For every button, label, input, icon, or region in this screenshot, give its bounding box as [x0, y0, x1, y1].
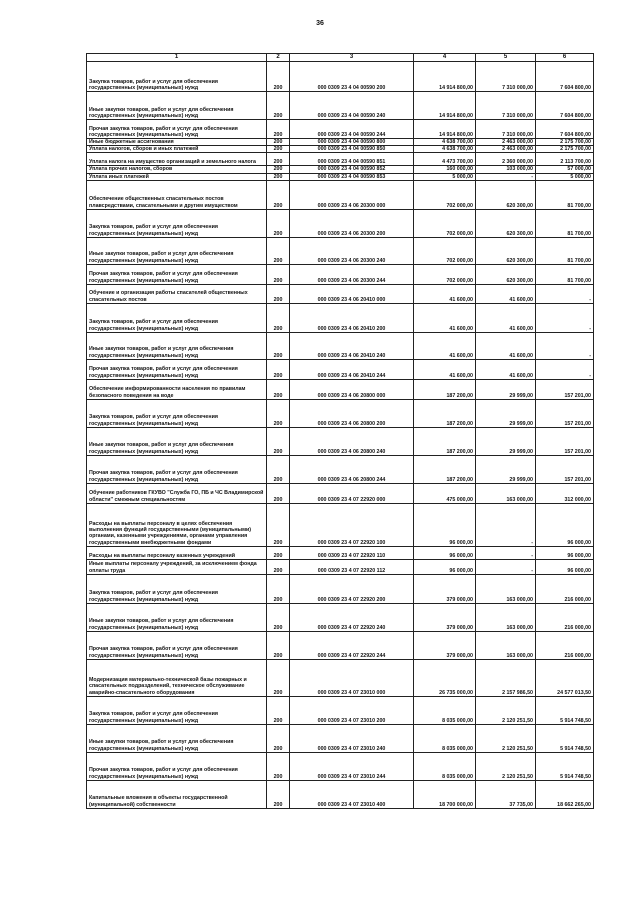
- row-approved-amount-cell: 96 000,00: [414, 559, 476, 574]
- row-line-code-cell: 200: [267, 359, 290, 379]
- row-name-cell: Иные выплаты персоналу учреждений, за исключением фонда оплаты труда: [87, 559, 267, 574]
- row-budget-code-cell: 000 0309 23 4 04 00590 852: [290, 166, 414, 173]
- row-remaining-amount-cell: 81 700,00: [536, 180, 594, 209]
- row-budget-code-cell: 000 0309 23 4 04 00590 240: [290, 92, 414, 120]
- row-budget-code-cell: 000 0309 23 4 06 20300 244: [290, 264, 414, 284]
- row-approved-amount-cell: 187 200,00: [414, 379, 476, 399]
- row-approved-amount-cell: 14 914 800,00: [414, 120, 476, 139]
- row-name-cell: Уплата иных платежей: [87, 173, 267, 180]
- row-budget-code-cell: 000 0309 23 4 06 20800 240: [290, 427, 414, 455]
- row-budget-code-cell: 000 0309 23 4 07 22920 200: [290, 574, 414, 603]
- row-approved-amount-cell: 96 000,00: [414, 503, 476, 546]
- row-name-cell: Обеспечение информированности населения по правилам безопасного поведения на воде: [87, 379, 267, 399]
- row-approved-amount-cell: 96 000,00: [414, 546, 476, 559]
- row-line-code-cell: 200: [267, 209, 290, 237]
- row-approved-amount-cell: 14 914 800,00: [414, 62, 476, 92]
- table-row: [87, 724, 594, 752]
- row-executed-amount-cell: 29 999,00: [476, 427, 536, 455]
- row-line-code-cell: 200: [267, 574, 290, 603]
- row-name-cell: Расходы на выплаты персоналу в целях обеспечения выполнения функций государственными (муниципальными) органами, казенными учреждениями, органами управления государственными внебюджетными фондами: [87, 503, 267, 546]
- row-name-cell: Закупка товаров, работ и услуг для обеспечения государственных (муниципальных) нужд: [87, 303, 267, 332]
- row-remaining-amount-cell: 96 000,00: [536, 503, 594, 546]
- table-row: [87, 62, 594, 92]
- row-approved-amount-cell: 8 035 000,00: [414, 752, 476, 780]
- row-approved-amount-cell: 4 638 700,00: [414, 139, 476, 146]
- row-executed-amount-cell: 41 600,00: [476, 303, 536, 332]
- table-row: [87, 483, 594, 503]
- row-executed-amount-cell: 2 120 251,50: [476, 696, 536, 724]
- row-name-cell: Уплата прочих налогов, сборов: [87, 166, 267, 173]
- row-executed-amount-cell: -: [476, 546, 536, 559]
- row-remaining-amount-cell: 81 700,00: [536, 209, 594, 237]
- row-remaining-amount-cell: 81 700,00: [536, 237, 594, 264]
- row-approved-amount-cell: 41 600,00: [414, 284, 476, 303]
- row-remaining-amount-cell: -: [536, 359, 594, 379]
- row-remaining-amount-cell: 157 201,00: [536, 455, 594, 483]
- row-line-code-cell: 200: [267, 146, 290, 153]
- row-remaining-amount-cell: 57 000,00: [536, 166, 594, 173]
- row-name-cell: Прочая закупка товаров, работ и услуг для обеспечения государственных (муниципальных) нужд: [87, 631, 267, 659]
- row-approved-amount-cell: 702 000,00: [414, 237, 476, 264]
- header-col-4: 4: [414, 54, 476, 62]
- row-budget-code-cell: 000 0309 23 4 04 00590 850: [290, 146, 414, 153]
- row-executed-amount-cell: 41 600,00: [476, 359, 536, 379]
- row-remaining-amount-cell: 5 914 748,50: [536, 752, 594, 780]
- budget-table: [86, 53, 594, 809]
- row-approved-amount-cell: 702 000,00: [414, 264, 476, 284]
- table-row: [87, 284, 594, 303]
- table-row: [87, 166, 594, 173]
- row-remaining-amount-cell: 96 000,00: [536, 546, 594, 559]
- row-line-code-cell: 200: [267, 455, 290, 483]
- table-row: [87, 631, 594, 659]
- row-approved-amount-cell: 475 000,00: [414, 483, 476, 503]
- row-remaining-amount-cell: 5 000,00: [536, 173, 594, 180]
- row-executed-amount-cell: 41 600,00: [476, 332, 536, 359]
- row-remaining-amount-cell: 216 000,00: [536, 631, 594, 659]
- row-approved-amount-cell: 41 600,00: [414, 332, 476, 359]
- row-line-code-cell: 200: [267, 180, 290, 209]
- row-approved-amount-cell: 8 035 000,00: [414, 724, 476, 752]
- row-executed-amount-cell: 2 120 251,50: [476, 724, 536, 752]
- row-remaining-amount-cell: -: [536, 332, 594, 359]
- row-budget-code-cell: 000 0309 23 4 04 00590 200: [290, 62, 414, 92]
- row-executed-amount-cell: 29 999,00: [476, 455, 536, 483]
- header-col-2: 2: [267, 54, 290, 62]
- row-remaining-amount-cell: 81 700,00: [536, 264, 594, 284]
- row-budget-code-cell: 000 0309 23 4 06 20410 000: [290, 284, 414, 303]
- row-executed-amount-cell: 163 000,00: [476, 603, 536, 631]
- row-remaining-amount-cell: 24 577 013,50: [536, 659, 594, 696]
- row-remaining-amount-cell: 7 604 800,00: [536, 62, 594, 92]
- row-remaining-amount-cell: 2 175 700,00: [536, 139, 594, 146]
- row-name-cell: Прочая закупка товаров, работ и услуг для обеспечения государственных (муниципальных) нужд: [87, 752, 267, 780]
- table-row: [87, 237, 594, 264]
- row-approved-amount-cell: 160 000,00: [414, 166, 476, 173]
- row-line-code-cell: 200: [267, 332, 290, 359]
- table-row: [87, 752, 594, 780]
- row-executed-amount-cell: 2 157 986,50: [476, 659, 536, 696]
- row-name-cell: Закупка товаров, работ и услуг для обеспечения государственных (муниципальных) нужд: [87, 696, 267, 724]
- row-budget-code-cell: 000 0309 23 4 04 00590 800: [290, 139, 414, 146]
- row-remaining-amount-cell: -: [536, 284, 594, 303]
- row-budget-code-cell: 000 0309 23 4 07 23010 244: [290, 752, 414, 780]
- row-executed-amount-cell: 163 000,00: [476, 574, 536, 603]
- row-approved-amount-cell: 4 638 700,00: [414, 146, 476, 153]
- row-line-code-cell: 200: [267, 303, 290, 332]
- row-executed-amount-cell: 29 999,00: [476, 379, 536, 399]
- row-budget-code-cell: 000 0309 23 4 06 20410 200: [290, 303, 414, 332]
- row-budget-code-cell: 000 0309 23 4 04 00590 244: [290, 120, 414, 139]
- table-row: [87, 455, 594, 483]
- row-name-cell: Иные закупки товаров, работ и услуг для обеспечения государственных (муниципальных) нужд: [87, 724, 267, 752]
- row-remaining-amount-cell: 7 604 800,00: [536, 120, 594, 139]
- row-line-code-cell: 200: [267, 631, 290, 659]
- row-executed-amount-cell: -: [476, 173, 536, 180]
- row-executed-amount-cell: 620 300,00: [476, 264, 536, 284]
- row-line-code-cell: 200: [267, 603, 290, 631]
- row-budget-code-cell: 000 0309 23 4 06 20800 200: [290, 399, 414, 427]
- table-row: [87, 503, 594, 546]
- row-name-cell: Прочая закупка товаров, работ и услуг для обеспечения государственных (муниципальных) нужд: [87, 264, 267, 284]
- row-remaining-amount-cell: 5 914 748,50: [536, 696, 594, 724]
- row-line-code-cell: 200: [267, 237, 290, 264]
- row-name-cell: Прочая закупка товаров, работ и услуг для обеспечения государственных (муниципальных) нужд: [87, 359, 267, 379]
- row-line-code-cell: 200: [267, 659, 290, 696]
- row-remaining-amount-cell: 216 000,00: [536, 603, 594, 631]
- row-executed-amount-cell: 163 000,00: [476, 631, 536, 659]
- row-executed-amount-cell: 7 310 000,00: [476, 92, 536, 120]
- row-approved-amount-cell: 702 000,00: [414, 180, 476, 209]
- row-name-cell: Модернизация материально-технической базы пожарных и спасательных подразделений, техническое обслуживание аварийно-спасательного оборудования: [87, 659, 267, 696]
- row-approved-amount-cell: 187 200,00: [414, 399, 476, 427]
- row-name-cell: Капитальные вложения в объекты государственной (муниципальной) собственности: [87, 780, 267, 808]
- row-line-code-cell: 200: [267, 120, 290, 139]
- table-row: [87, 574, 594, 603]
- row-name-cell: Уплата налога на имущество организаций и земельного налога: [87, 153, 267, 166]
- row-name-cell: Закупка товаров, работ и услуг для обеспечения государственных (муниципальных) нужд: [87, 574, 267, 603]
- row-executed-amount-cell: -: [476, 503, 536, 546]
- row-executed-amount-cell: 29 999,00: [476, 399, 536, 427]
- row-approved-amount-cell: 4 473 700,00: [414, 153, 476, 166]
- row-budget-code-cell: 000 0309 23 4 07 23010 240: [290, 724, 414, 752]
- row-budget-code-cell: 000 0309 23 4 07 22920 100: [290, 503, 414, 546]
- table-row: [87, 146, 594, 153]
- table-row: [87, 264, 594, 284]
- row-executed-amount-cell: 620 300,00: [476, 180, 536, 209]
- row-budget-code-cell: 000 0309 23 4 06 20300 200: [290, 209, 414, 237]
- row-budget-code-cell: 000 0309 23 4 07 22920 112: [290, 559, 414, 574]
- table-row: [87, 209, 594, 237]
- row-line-code-cell: 200: [267, 62, 290, 92]
- row-budget-code-cell: 000 0309 23 4 07 23010 400: [290, 780, 414, 808]
- table-row: [87, 120, 594, 139]
- header-col-6: 6: [536, 54, 594, 62]
- header-col-5: 5: [476, 54, 536, 62]
- row-remaining-amount-cell: -: [536, 303, 594, 332]
- page-number: 36: [316, 20, 324, 27]
- header-col-3: 3: [290, 54, 414, 62]
- row-line-code-cell: 200: [267, 284, 290, 303]
- row-line-code-cell: 200: [267, 503, 290, 546]
- row-remaining-amount-cell: 2 175 700,00: [536, 146, 594, 153]
- row-line-code-cell: 200: [267, 696, 290, 724]
- row-executed-amount-cell: 2 360 000,00: [476, 153, 536, 166]
- row-remaining-amount-cell: 216 000,00: [536, 574, 594, 603]
- row-name-cell: Закупка товаров, работ и услуг для обеспечения государственных (муниципальных) нужд: [87, 399, 267, 427]
- row-executed-amount-cell: 7 310 000,00: [476, 120, 536, 139]
- row-line-code-cell: 200: [267, 559, 290, 574]
- row-approved-amount-cell: 379 000,00: [414, 574, 476, 603]
- row-remaining-amount-cell: 96 000,00: [536, 559, 594, 574]
- row-approved-amount-cell: 41 600,00: [414, 359, 476, 379]
- table-row: [87, 427, 594, 455]
- row-budget-code-cell: 000 0309 23 4 06 20300 000: [290, 180, 414, 209]
- row-executed-amount-cell: 2 463 000,00: [476, 139, 536, 146]
- row-approved-amount-cell: 26 735 000,00: [414, 659, 476, 696]
- row-remaining-amount-cell: 157 201,00: [536, 399, 594, 427]
- row-approved-amount-cell: 41 600,00: [414, 303, 476, 332]
- row-line-code-cell: 200: [267, 780, 290, 808]
- row-name-cell: Закупка товаров, работ и услуг для обеспечения государственных (муниципальных) нужд: [87, 209, 267, 237]
- row-line-code-cell: 200: [267, 752, 290, 780]
- table-row: [87, 173, 594, 180]
- row-name-cell: Обеспечение общественных спасательных постов плавсредствами, спасательными и другим имуществом: [87, 180, 267, 209]
- table-row: [87, 180, 594, 209]
- table-row: [87, 359, 594, 379]
- row-approved-amount-cell: 187 200,00: [414, 455, 476, 483]
- table-header-row: [87, 54, 594, 62]
- row-line-code-cell: 200: [267, 546, 290, 559]
- row-approved-amount-cell: 18 700 000,00: [414, 780, 476, 808]
- table-row: [87, 559, 594, 574]
- row-name-cell: Закупка товаров, работ и услуг для обеспечения государственных (муниципальных) нужд: [87, 62, 267, 92]
- row-name-cell: Обучение и организация работы спасателей общественных спасательных постов: [87, 284, 267, 303]
- table-row: [87, 546, 594, 559]
- row-remaining-amount-cell: 312 000,00: [536, 483, 594, 503]
- row-remaining-amount-cell: 7 604 800,00: [536, 92, 594, 120]
- row-remaining-amount-cell: 18 662 265,00: [536, 780, 594, 808]
- row-executed-amount-cell: 620 300,00: [476, 209, 536, 237]
- row-approved-amount-cell: 14 914 800,00: [414, 92, 476, 120]
- row-budget-code-cell: 000 0309 23 4 06 20800 000: [290, 379, 414, 399]
- row-approved-amount-cell: 5 000,00: [414, 173, 476, 180]
- row-executed-amount-cell: 2 120 251,50: [476, 752, 536, 780]
- row-remaining-amount-cell: 2 113 700,00: [536, 153, 594, 166]
- row-line-code-cell: 200: [267, 399, 290, 427]
- table-row: [87, 659, 594, 696]
- row-budget-code-cell: 000 0309 23 4 07 23010 000: [290, 659, 414, 696]
- row-name-cell: Иные бюджетные ассигнования: [87, 139, 267, 146]
- table-row: [87, 399, 594, 427]
- row-budget-code-cell: 000 0309 23 4 07 22920 244: [290, 631, 414, 659]
- row-approved-amount-cell: 379 000,00: [414, 631, 476, 659]
- row-name-cell: Прочая закупка товаров, работ и услуг для обеспечения государственных (муниципальных) нужд: [87, 120, 267, 139]
- row-budget-code-cell: 000 0309 23 4 07 22920 000: [290, 483, 414, 503]
- row-name-cell: Иные закупки товаров, работ и услуг для обеспечения государственных (муниципальных) нужд: [87, 427, 267, 455]
- row-remaining-amount-cell: 157 201,00: [536, 379, 594, 399]
- row-executed-amount-cell: 163 000,00: [476, 483, 536, 503]
- header-col-1: 1: [87, 54, 267, 62]
- table-row: [87, 153, 594, 166]
- table-row: [87, 603, 594, 631]
- row-budget-code-cell: 000 0309 23 4 06 20300 240: [290, 237, 414, 264]
- row-name-cell: Обучение работников ГКУВО "Служба ГО, ПБ и ЧС Владимирской области" смежным специальностям: [87, 483, 267, 503]
- row-executed-amount-cell: -: [476, 559, 536, 574]
- row-line-code-cell: 200: [267, 173, 290, 180]
- row-executed-amount-cell: 103 000,00: [476, 166, 536, 173]
- table-row: [87, 696, 594, 724]
- table-row: [87, 379, 594, 399]
- row-line-code-cell: 200: [267, 139, 290, 146]
- row-budget-code-cell: 000 0309 23 4 06 20800 244: [290, 455, 414, 483]
- row-approved-amount-cell: 8 035 000,00: [414, 696, 476, 724]
- table-row: [87, 780, 594, 808]
- row-budget-code-cell: 000 0309 23 4 07 22920 240: [290, 603, 414, 631]
- row-budget-code-cell: 000 0309 23 4 06 20410 244: [290, 359, 414, 379]
- row-budget-code-cell: 000 0309 23 4 04 00590 853: [290, 173, 414, 180]
- row-budget-code-cell: 000 0309 23 4 06 20410 240: [290, 332, 414, 359]
- row-name-cell: Прочая закупка товаров, работ и услуг для обеспечения государственных (муниципальных) нужд: [87, 455, 267, 483]
- table-row: [87, 303, 594, 332]
- table-row: [87, 92, 594, 120]
- row-line-code-cell: 200: [267, 92, 290, 120]
- table-row: [87, 332, 594, 359]
- row-line-code-cell: 200: [267, 427, 290, 455]
- row-name-cell: Расходы на выплаты персоналу казенных учреждений: [87, 546, 267, 559]
- row-budget-code-cell: 000 0309 23 4 04 00590 851: [290, 153, 414, 166]
- row-name-cell: Уплата налогов, сборов и иных платежей: [87, 146, 267, 153]
- row-name-cell: Иные закупки товаров, работ и услуг для обеспечения государственных (муниципальных) нужд: [87, 237, 267, 264]
- row-budget-code-cell: 000 0309 23 4 07 23010 200: [290, 696, 414, 724]
- row-executed-amount-cell: 37 735,00: [476, 780, 536, 808]
- row-executed-amount-cell: 41 600,00: [476, 284, 536, 303]
- row-name-cell: Иные закупки товаров, работ и услуг для обеспечения государственных (муниципальных) нужд: [87, 332, 267, 359]
- table-row: [87, 139, 594, 146]
- row-line-code-cell: 200: [267, 483, 290, 503]
- row-budget-code-cell: 000 0309 23 4 07 22920 110: [290, 546, 414, 559]
- row-line-code-cell: 200: [267, 379, 290, 399]
- row-line-code-cell: 200: [267, 724, 290, 752]
- row-approved-amount-cell: 379 000,00: [414, 603, 476, 631]
- row-line-code-cell: 200: [267, 264, 290, 284]
- row-line-code-cell: 200: [267, 166, 290, 173]
- row-executed-amount-cell: 2 463 000,00: [476, 146, 536, 153]
- row-approved-amount-cell: 702 000,00: [414, 209, 476, 237]
- row-name-cell: Иные закупки товаров, работ и услуг для обеспечения государственных (муниципальных) нужд: [87, 92, 267, 120]
- row-approved-amount-cell: 187 200,00: [414, 427, 476, 455]
- row-executed-amount-cell: 620 300,00: [476, 237, 536, 264]
- row-remaining-amount-cell: 157 201,00: [536, 427, 594, 455]
- row-line-code-cell: 200: [267, 153, 290, 166]
- row-remaining-amount-cell: 5 914 748,50: [536, 724, 594, 752]
- row-executed-amount-cell: 7 310 000,00: [476, 62, 536, 92]
- row-name-cell: Иные закупки товаров, работ и услуг для обеспечения государственных (муниципальных) нужд: [87, 603, 267, 631]
